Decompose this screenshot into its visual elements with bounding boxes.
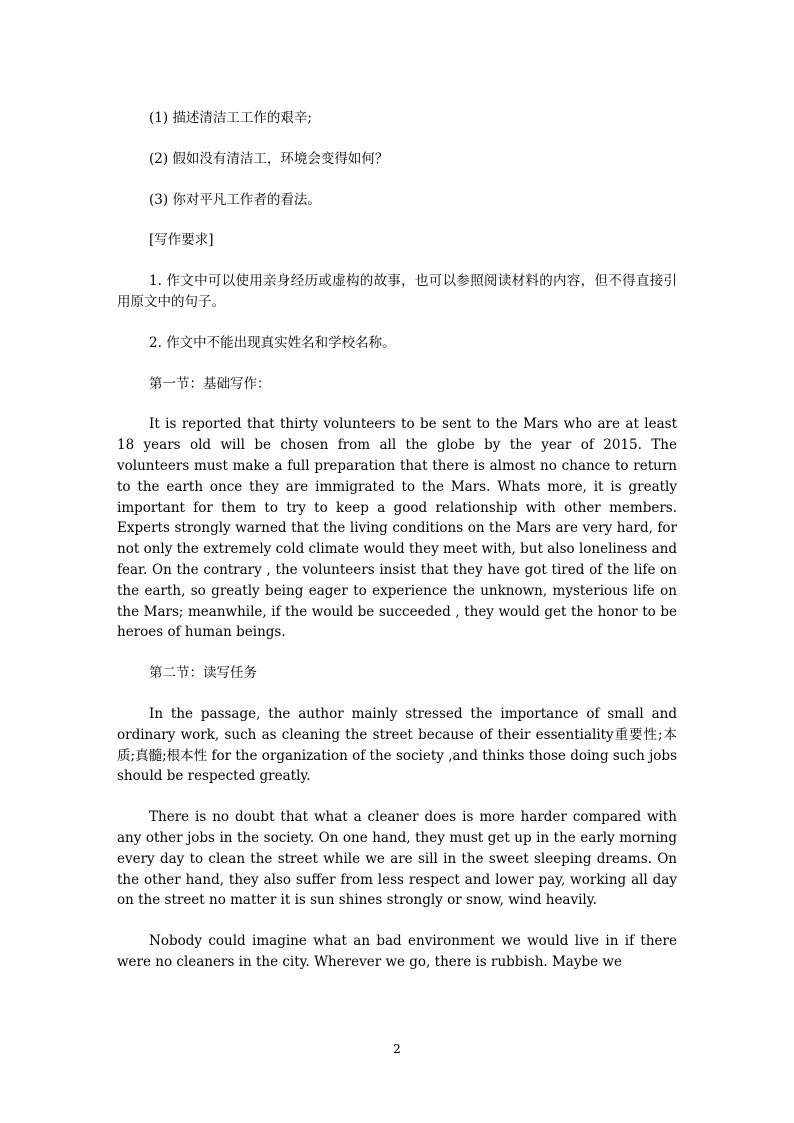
part1-paragraph: It is reported that thirty volunteers to be sent to the Mars who are at least 18 years old will be chosen from all the globe by the year of 2015. The volunteers must make a full preparation that there is almost no chance to return to the earth once they are immigrated to the Mars. Whats more, it is greatly important for them to try to keep a good relationship with other members. Experts strongly warned that the living conditions on the Mars are very hard, for not only the extremely cold climate would they meet with, but also loneliness and fear. On the contrary , the volunteers insist that they have got tired of the life on the earth, so greatly being eager to experience the unknown, mysterious life on the Mars; meanwhile, if the would be succeeded , they would get the honor to be heroes of human beings. xyxy=(117,416,677,641)
requirement-item: 1. 作文中可以使用亲身经历或虚构的故事，也可以参照阅读材料的内容，但不得直接引用原文中的句子。 xyxy=(117,273,677,310)
list-item: (3) 你对平凡工作者的看法。 xyxy=(149,191,321,208)
section-heading: [写作要求] xyxy=(149,232,214,249)
requirement-item: 2. 作文中不能出现真实姓名和学校名称。 xyxy=(149,334,396,351)
list-item: (2) 假如没有清洁工，环境会变得如何？ xyxy=(149,150,389,167)
part1-heading: 第一节：基础写作： xyxy=(149,375,271,392)
document-page xyxy=(117,108,677,973)
part2-heading: 第二节：读写任务 xyxy=(149,665,257,682)
part2-paragraph: In the passage, the author mainly stressed the importance of small and ordinary work, such as cleaning the street because of their essentiality重要性;本质;真髓;根本性 for the organization of the society ,and thinks those doing such jobs should be respected greatly. xyxy=(117,705,677,785)
list-item: (1) 描述清洁工工作的艰辛; xyxy=(149,110,312,126)
part2-paragraph: There is no doubt that what a cleaner does is more harder compared with any other jobs in the society. On one hand, they must get up in the early morning every day to clean the street while we are sill in the sweet sleeping dreams. On the other hand, they also suffer from less respect and lower pay, working all day on the street no matter it is sun shines strongly or snow, wind heavily. xyxy=(117,809,677,909)
part2-paragraph: Nobody could imagine what an bad environment we would live in if there were no cleaners in the city. Wherever we go, there is rubbish. Maybe we xyxy=(117,933,677,970)
page-number: 2 xyxy=(393,1042,401,1056)
